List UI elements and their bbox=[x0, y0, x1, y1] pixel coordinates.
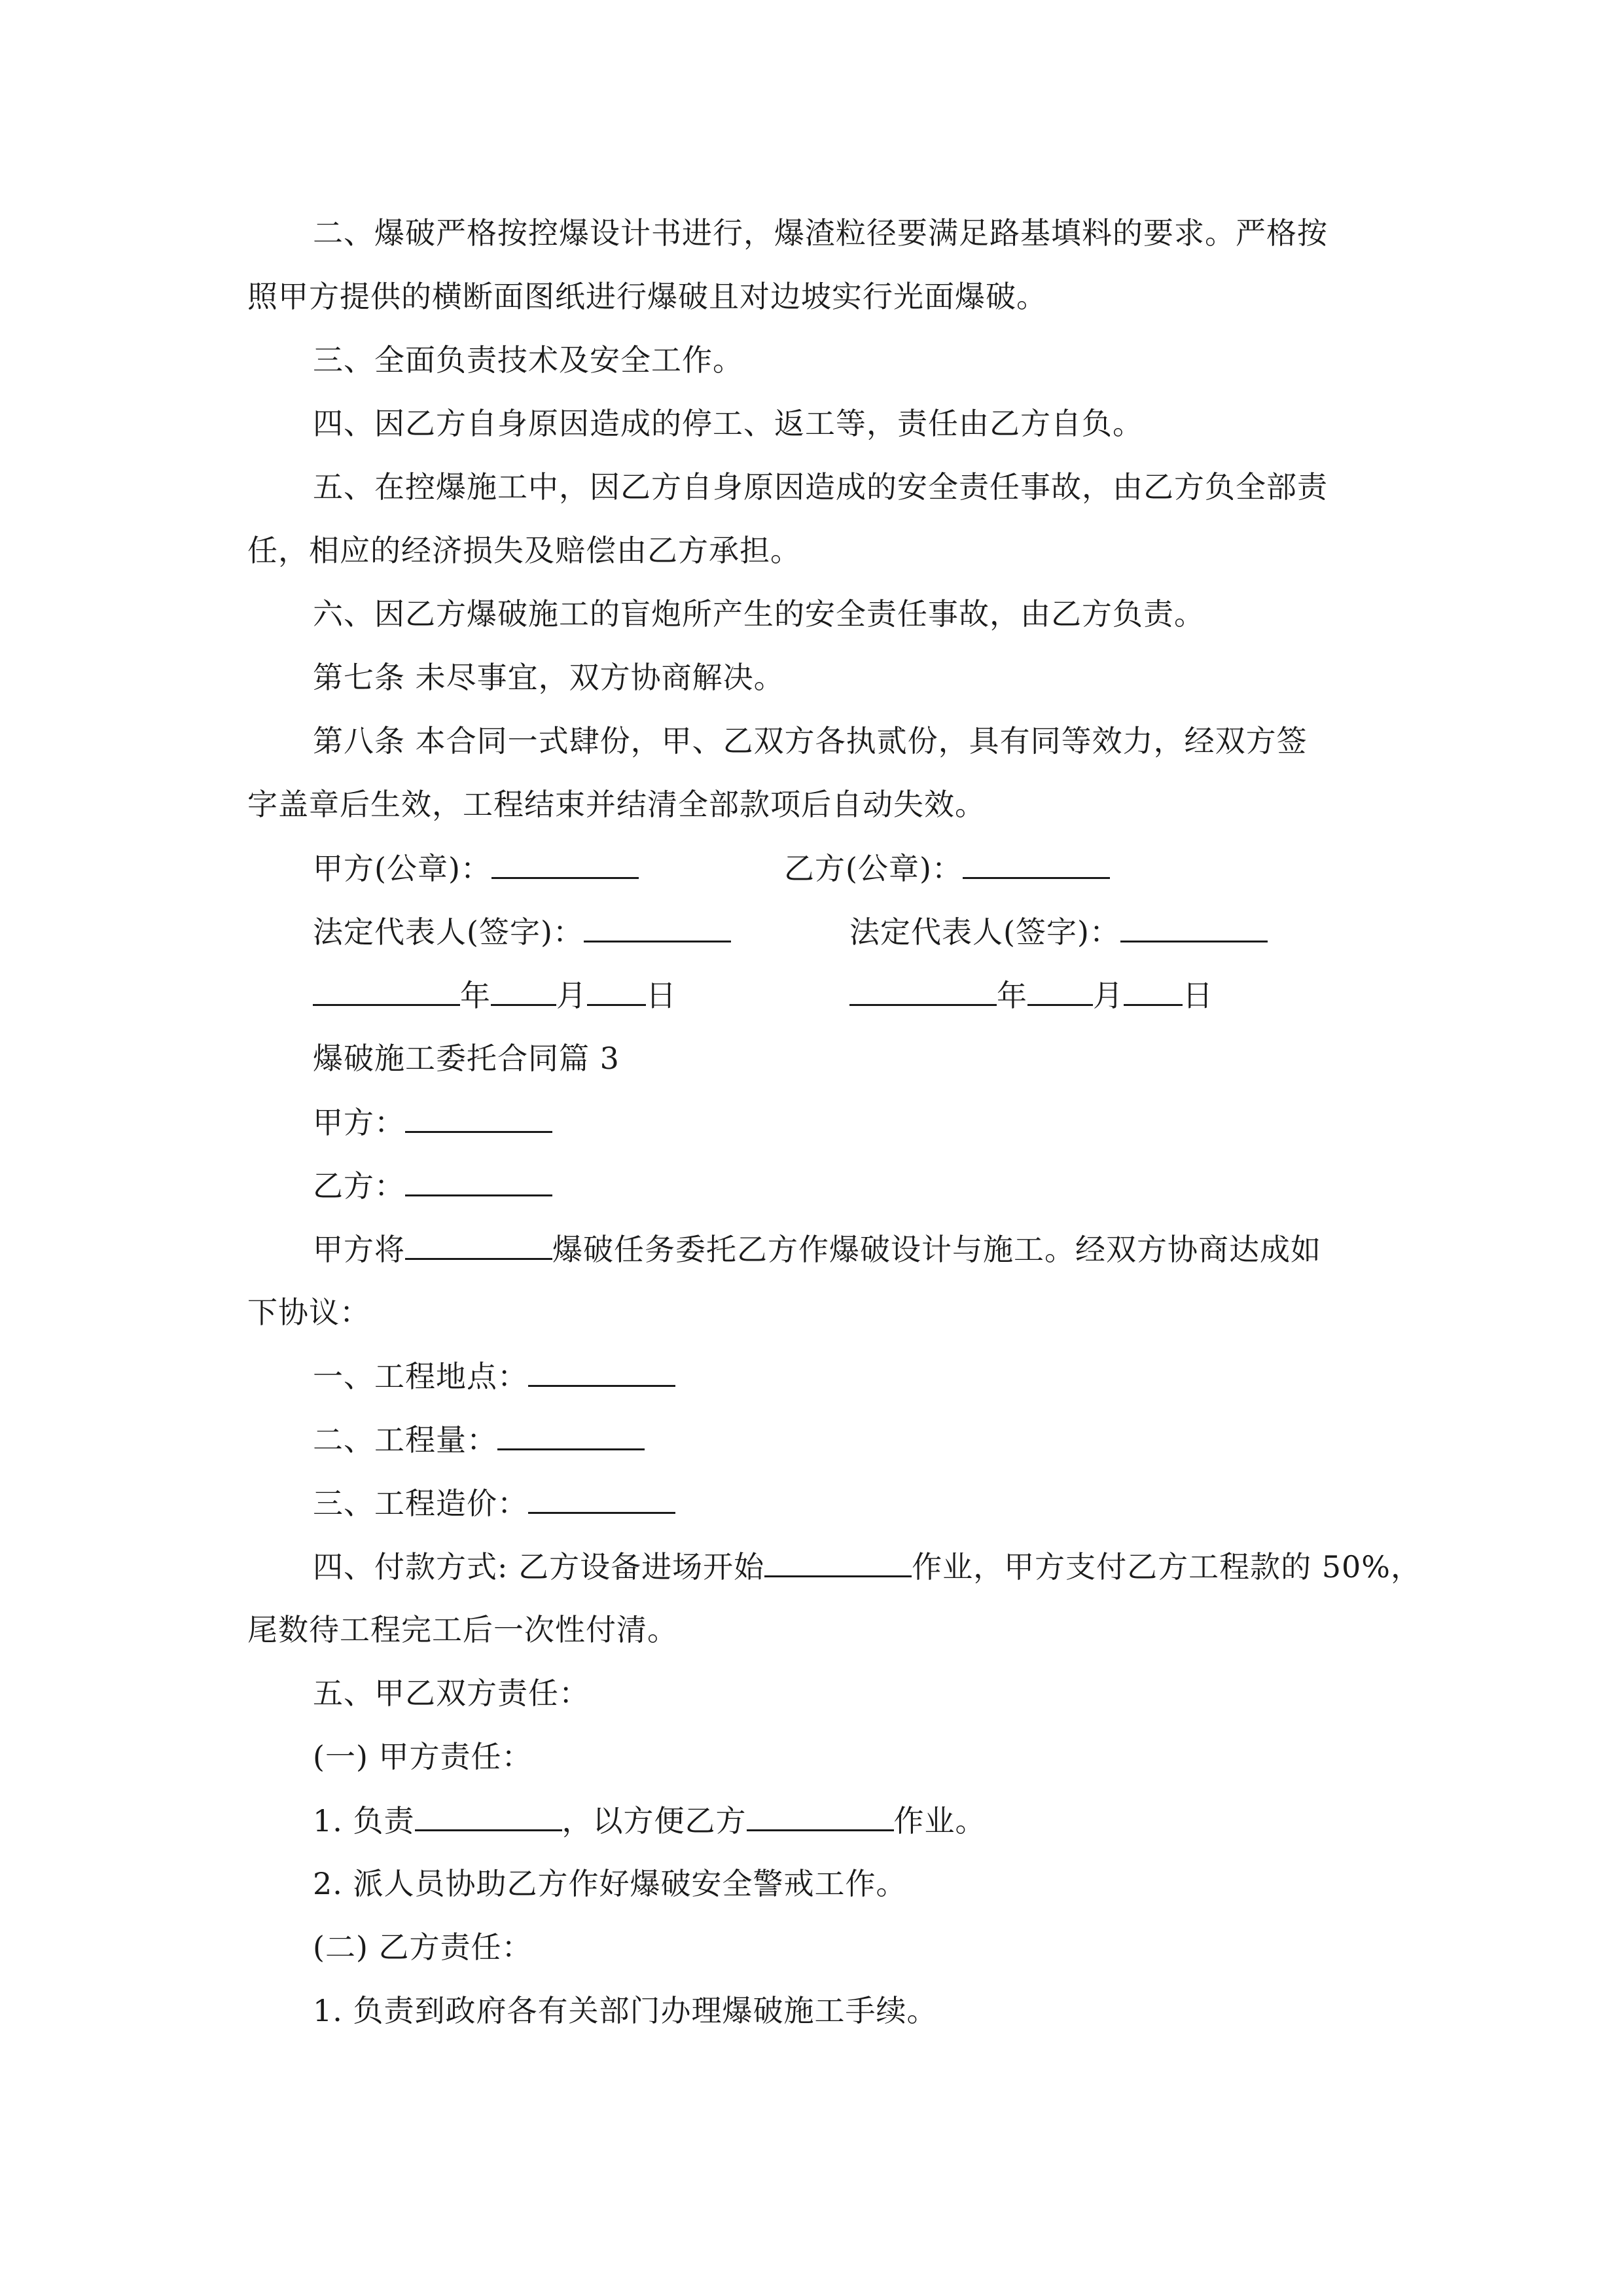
paragraph-5-line-1: 五、在控爆施工中，因乙方自身原因造成的安全责任事故，由乙方负全部责 bbox=[313, 469, 1328, 505]
legal-rep-b-line bbox=[849, 912, 1268, 952]
date-b-year-label: 年 bbox=[997, 978, 1027, 1013]
paragraph-6: 六、因乙方爆破施工的盲炮所产生的安全责任事故，由乙方负责。 bbox=[313, 596, 1205, 632]
legal-rep-b-blank[interactable] bbox=[1120, 912, 1268, 942]
party-a-line bbox=[313, 1102, 552, 1142]
intro-task-blank[interactable] bbox=[405, 1229, 552, 1260]
a-duty-1-blank-1[interactable] bbox=[415, 1801, 562, 1831]
party-b-label: 乙方： bbox=[313, 1168, 405, 1204]
party-b-seal-label: 乙方(公章)： bbox=[784, 851, 963, 886]
item-3-line bbox=[313, 1483, 675, 1523]
item-3-blank[interactable] bbox=[528, 1483, 675, 1514]
a-duty-2: 2. 派人员协助乙方作好爆破安全警戒工作。 bbox=[313, 1866, 907, 1901]
item-2-blank[interactable] bbox=[497, 1420, 645, 1450]
item-4-blank[interactable] bbox=[764, 1547, 912, 1577]
date-b-month-label: 月 bbox=[1093, 978, 1124, 1013]
paragraph-2-line-2: 照甲方提供的横断面图纸进行爆破且对边坡实行光面爆破。 bbox=[247, 279, 1047, 314]
a-duty-1-line bbox=[313, 1801, 986, 1840]
intro-text-1: 甲方将 bbox=[313, 1232, 405, 1267]
date-b-month-blank[interactable] bbox=[1027, 975, 1093, 1006]
paragraph-2-line-1: 二、爆破严格按控爆设计书进行，爆渣粒径要满足路基填料的要求。严格按 bbox=[313, 215, 1328, 251]
a-duty-1-text-2: ，以方便乙方 bbox=[562, 1803, 747, 1839]
paragraph-4: 四、因乙方自身原因造成的停工、返工等，责任由乙方自负。 bbox=[313, 406, 1143, 441]
date-b-day-blank[interactable] bbox=[1124, 975, 1183, 1006]
legal-rep-a-line bbox=[313, 912, 731, 952]
date-a-month-label: 月 bbox=[556, 978, 587, 1013]
item-4-line-1 bbox=[313, 1547, 1421, 1587]
article-7: 第七条 未尽事宜，双方协商解决。 bbox=[313, 660, 785, 695]
party-b-line bbox=[313, 1166, 552, 1206]
date-a-month-blank[interactable] bbox=[491, 975, 556, 1006]
article-8-line-2: 字盖章后生效，工程结束并结清全部款项后自动失效。 bbox=[247, 787, 986, 822]
intro-line-2: 下协议： bbox=[247, 1295, 370, 1330]
item-3-label: 三、工程造价： bbox=[313, 1486, 528, 1521]
party-a-seal-label: 甲方(公章)： bbox=[313, 851, 491, 886]
date-a-line bbox=[313, 975, 677, 1015]
a-duty-1-text-1: 1. 负责 bbox=[313, 1803, 415, 1839]
a-duty-1-text-3: 作业。 bbox=[893, 1803, 986, 1839]
date-a-year-label: 年 bbox=[460, 978, 491, 1013]
party-a-duty-title: (一) 甲方责任： bbox=[313, 1739, 533, 1774]
section-title: 爆破施工委托合同篇 3 bbox=[313, 1041, 620, 1076]
party-b-duty-title: (二) 乙方责任： bbox=[313, 1929, 533, 1965]
item-5: 五、甲乙双方责任： bbox=[313, 1676, 590, 1711]
party-a-seal-blank[interactable] bbox=[491, 848, 639, 879]
party-b-seal-line bbox=[784, 848, 1110, 888]
item-2-label: 二、工程量： bbox=[313, 1422, 497, 1458]
item-4-text-1: 四、付款方式: 乙方设备进场开始 bbox=[313, 1549, 765, 1585]
date-a-day-label: 日 bbox=[646, 978, 677, 1013]
party-a-seal-line bbox=[313, 848, 639, 888]
intro-line-1 bbox=[313, 1229, 1321, 1269]
item-4-line-2: 尾数待工程完工后一次性付清。 bbox=[247, 1612, 678, 1647]
item-1-blank[interactable] bbox=[528, 1356, 675, 1387]
date-b-line bbox=[849, 975, 1213, 1015]
article-8-line-1: 第八条 本合同一式肆份，甲、乙双方各执贰份，具有同等效力，经双方签 bbox=[313, 723, 1308, 759]
paragraph-5-line-2: 任，相应的经济损失及赔偿由乙方承担。 bbox=[247, 533, 801, 568]
party-b-blank[interactable] bbox=[405, 1166, 552, 1196]
date-a-day-blank[interactable] bbox=[587, 975, 646, 1006]
item-4-text-2: 作业，甲方支付乙方工程款的 50%， bbox=[912, 1549, 1421, 1585]
date-b-day-label: 日 bbox=[1183, 978, 1213, 1013]
b-duty-1: 1. 负责到政府各有关部门办理爆破施工手续。 bbox=[313, 1993, 938, 2028]
party-b-seal-blank[interactable] bbox=[963, 848, 1110, 879]
intro-text-2: 爆破任务委托乙方作爆破设计与施工。经双方协商达成如 bbox=[552, 1232, 1321, 1267]
item-1-line bbox=[313, 1356, 675, 1396]
paragraph-3: 三、全面负责技术及安全工作。 bbox=[313, 342, 743, 378]
a-duty-1-blank-2[interactable] bbox=[747, 1801, 894, 1831]
party-a-label: 甲方： bbox=[313, 1105, 405, 1140]
date-b-year-blank[interactable] bbox=[849, 975, 997, 1006]
item-2-line bbox=[313, 1420, 645, 1460]
legal-rep-a-blank[interactable] bbox=[584, 912, 731, 942]
item-1-label: 一、工程地点： bbox=[313, 1359, 528, 1394]
date-a-year-blank[interactable] bbox=[313, 975, 460, 1006]
legal-rep-b-label: 法定代表人(签字)： bbox=[849, 914, 1120, 950]
legal-rep-a-label: 法定代表人(签字)： bbox=[313, 914, 584, 950]
party-a-blank[interactable] bbox=[405, 1102, 552, 1133]
